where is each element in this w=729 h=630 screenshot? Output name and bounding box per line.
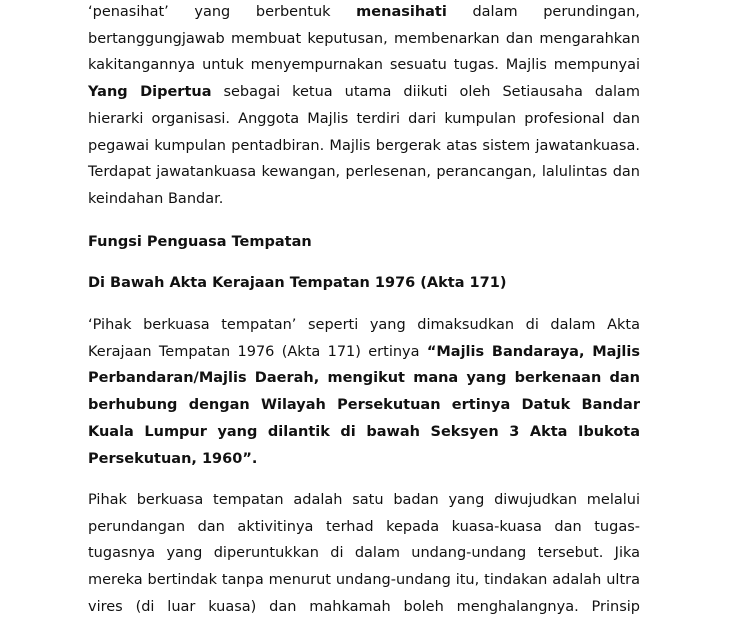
- heading-akta: Di Bawah Akta Kerajaan Tempatan 1976 (Akta 171): [88, 275, 507, 291]
- para3-text: Pihak berkuasa tempatan adalah satu badan yang diwujudkan melalui perundangan dan aktivitinya terhad kepada kuasa-kuasa dan tugas-tugasnya yang diperuntukkan di dalam undang-undang tersebut. Jika mereka bertindak tanpa menurut undang-undang itu, tindakan adalah ultra vires (di luar kuasa) dan mahkamah boleh menghalangnya. Prinsip: [88, 492, 640, 615]
- paragraph-local-authority: [88, 487, 640, 621]
- heading-fungsi: Fungsi Penguasa Tempatan: [88, 234, 312, 250]
- para1-text-3: sebagai ketua utama diikuti oleh Setiausaha dalam hierarki organisasi. Anggota Majlis terdiri dari kumpulan profesional dan pegawai kumpulan pentadbiran. Majlis bergerak atas sistem jawatankuasa. Terdapat jawatankuasa kewangan, perlesenan, perancangan, lalulintas dan keindahan Bandar.: [88, 84, 640, 207]
- para1-bold-yang-dipertua: Yang Dipertua: [88, 84, 212, 101]
- para1-text-2: dalam perundingan, bertanggungjawab membuat keputusan, membenarkan dan mengarahkan kakitangannya untuk menyempurnakan sesuatu tugas. Majlis mempunyai: [88, 4, 640, 74]
- para1-text-1: ‘penasihat’ yang berbentuk: [88, 4, 357, 20]
- para2-text-1: ‘Pihak berkuasa tempatan’ seperti yang dimaksudkan di dalam Akta Kerajaan Tempatan 1976 (Akta 171) ertinya: [88, 317, 640, 360]
- paragraph-akta-definition: [88, 312, 640, 472]
- para2-bold-definition: “Majlis Bandaraya, Majlis Perbandaran/Majlis Daerah, mengikut mana yang berkenaan dan berhubung dengan Wilayah Persekutuan ertinya Datuk Bandar Kuala Lumpur yang dilantik di bawah Seksyen 3 Akta Ibukota Persekutuan, 1960”.: [88, 343, 640, 467]
- paragraph-council-structure: [88, 0, 640, 213]
- para1-bold-menasihati: menasihati: [356, 4, 447, 20]
